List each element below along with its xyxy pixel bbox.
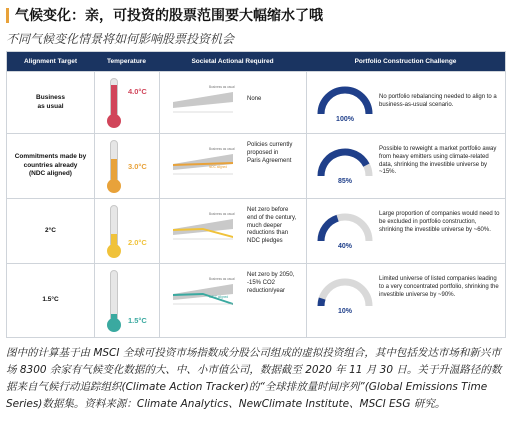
portfolio-challenge-text: Possible to reweight a market portfolio away from heavy emitters using climate-related data, shrinking the investible universe by ~15%. [379, 146, 497, 176]
gauge-fill [321, 218, 338, 241]
chart-legend-label: Business as usual [209, 212, 235, 216]
thermometer-icon [107, 78, 121, 130]
societal-action-text: Policies currently proposed in Paris Agreement [247, 142, 293, 164]
portfolio-challenge-text: Large proportion of companies would need to be excluded in portfolio construction, shrinking the investible universe by ~60%. [379, 211, 500, 233]
societal-action-text: None [247, 96, 262, 102]
investible-universe-gauge [317, 276, 373, 316]
header-action: Societal Actional Required [191, 58, 274, 65]
figure-subtitle: 不同气候变化情景将如何影响股票投资机会 [6, 32, 235, 46]
gauge-value-label: 85% [337, 178, 353, 185]
thermometer-icon [107, 205, 121, 260]
header-challenge: Portfolio Construction Challenge [354, 58, 457, 65]
thermometer-icon [107, 270, 121, 334]
scenario-table [6, 51, 506, 338]
temperature-value: 1.5°C [128, 316, 147, 325]
alignment-target: 1.5°C [42, 296, 59, 304]
emissions-mini-chart [169, 80, 239, 116]
investible-universe-gauge [317, 211, 373, 251]
figure-caption: 图中的计算基于由 MSCI 全球可投资市场指数成分股公司组成的虚拟投资组合，其中包括发达市场和新兴市场 8300 余家有气候变化数据的大、中、小市值公司，数据截至 2020 年 11 月 30 日。关于升温路径的数据来自气候行动追踪组织(Climate Action Tracker)的“全球排放量时间序列”(Global Emissions Time Series)数据集。资料来源：Climate Analytics、NewClimate Institute、MSCI ESG 研究。 [6, 347, 502, 410]
investible-universe-gauge [317, 146, 373, 186]
headline-accent-bar [6, 8, 9, 23]
gauge-value-label: 40% [337, 243, 353, 250]
gauge-value-label: 100% [336, 116, 354, 123]
chart-legend-label: Business as usual [209, 147, 235, 151]
table-row [7, 263, 505, 337]
portfolio-challenge-text: Limited universe of listed companies leading to a very concentrated portfolio, shrinking the investible universe by ~90%. [379, 276, 499, 298]
headline-title: 气候变化：亲，可投资的股票范围要大幅缩水了哦 [15, 8, 323, 24]
temperature-value: 4.0°C [128, 87, 147, 96]
temperature-value: 2.0°C [128, 238, 147, 247]
table-header [7, 52, 505, 71]
gauge-value-label: 10% [337, 308, 353, 315]
alignment-target: 2°C [45, 226, 56, 234]
portfolio-challenge-text: No portfolio rebalancing needed to align to a business-as-usual scenario. [379, 94, 497, 108]
gauge-track [321, 282, 369, 306]
investible-universe-gauge [317, 84, 373, 124]
thermometer-icon [107, 140, 121, 195]
chart-legend-label: 1.5°C aligned [209, 295, 229, 299]
header-temperature: Temperature [107, 58, 146, 65]
chart-legend-label: Business as usual [209, 85, 235, 89]
societal-action-text: Net zero by 2050, -15% CO2 reduction/year [247, 272, 295, 294]
societal-action-text: Net zero before end of the century, much deeper reductions than NDC pledges [247, 207, 297, 245]
temperature-value: 3.0°C [128, 162, 147, 171]
gauge-fill [321, 90, 369, 114]
gauge-fill [321, 299, 322, 306]
emissions-mini-chart [169, 207, 239, 243]
header-alignment: Alignment Target [24, 58, 77, 65]
table-row [7, 133, 505, 198]
alignment-target: Commitments made by countries already (NDC aligned) [14, 153, 87, 178]
chart-legend-label: NDC aligned [209, 165, 228, 169]
table-row [7, 71, 505, 133]
alignment-target: Business as usual [36, 94, 65, 110]
headline [6, 4, 323, 26]
table-row [7, 198, 505, 263]
chart-legend-label: Business as usual [209, 277, 235, 281]
gauge-fill [321, 152, 366, 176]
emissions-mini-chart [169, 272, 239, 308]
emissions-mini-chart [169, 142, 239, 178]
business-as-usual-band [173, 219, 233, 235]
business-as-usual-band [173, 92, 233, 108]
